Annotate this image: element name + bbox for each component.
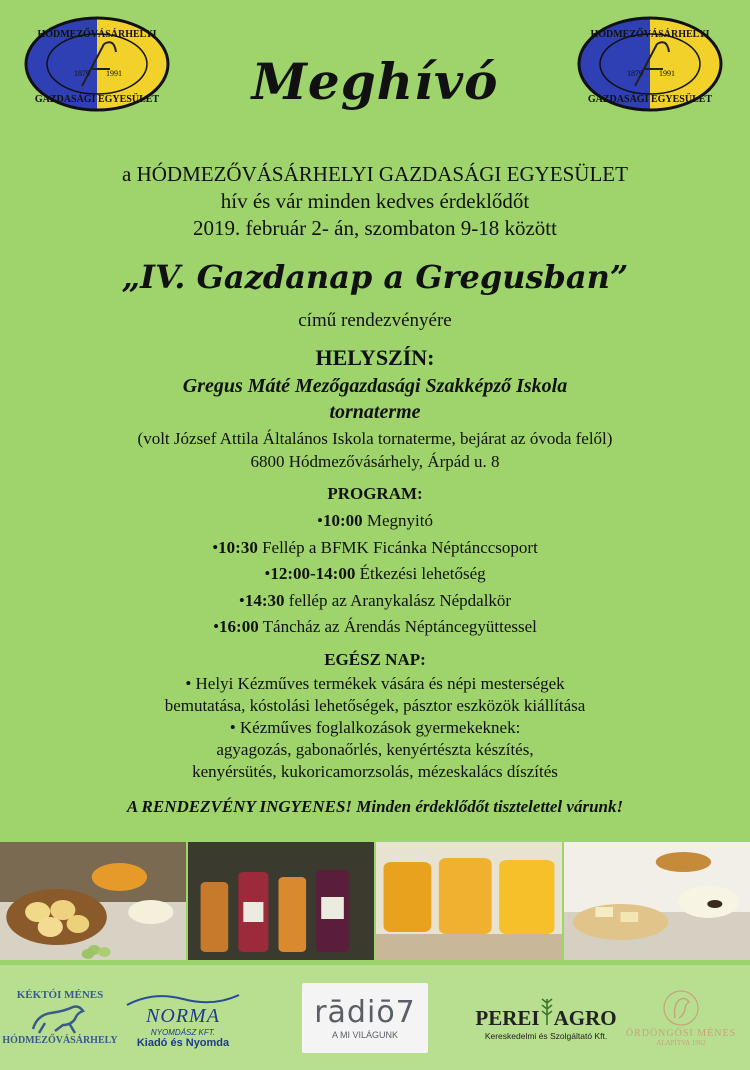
all-day-list <box>0 673 750 783</box>
free-entry-notice: A RENDEZVÉNY INGYENES! Minden érdeklődőt tisztelettel várunk! <box>126 797 624 816</box>
event-name: „IV. Gazdanap a Gregusban” <box>121 258 629 296</box>
logo-top-text: HÓDMEZŐVÁSÁRHELYI <box>590 29 710 40</box>
sponsor-perei-brand2: AGRO <box>553 1005 617 1030</box>
wheat-icon <box>540 995 554 1025</box>
cheese-photo <box>0 842 186 960</box>
logo-top-text: HÓDMEZŐVÁSÁRHELYI <box>37 29 157 40</box>
sponsor-kektoi-menes <box>2 965 118 1070</box>
date-line: 2019. február 2- án, szombaton 9-18 között <box>193 216 557 240</box>
cheese-platter-photo <box>564 842 750 960</box>
all-day-heading: EGÉSZ NAP: <box>324 650 426 669</box>
venue-name-line2: tornaterme <box>329 401 421 423</box>
sponsor-norma-sub2: Kiadó és Nyomda <box>136 1036 230 1049</box>
photo-strip <box>0 842 750 960</box>
poster-title: Meghívó <box>251 52 499 111</box>
venue-note: (volt József Attila Általános Iskola tornaterme, bejárat az óvoda felől) <box>137 429 613 448</box>
program-item: •14:30 fellép az Aranykalász Népdalkör <box>238 590 512 610</box>
horse-icon <box>25 1001 95 1035</box>
event-subtitle: című rendezvényére <box>298 310 452 331</box>
sponsor-norma-brand: NORMA <box>146 1004 220 1027</box>
bottled-drinks-photo <box>188 842 374 960</box>
sponsor-radio-brand: rādiō7 <box>314 995 416 1030</box>
sponsor-kektoi-line2: HÓDMEZŐVÁSÁRHELY <box>2 1035 118 1046</box>
all-day-line: • Kézműves foglalkozások gyermekeknek: <box>229 718 521 737</box>
program-heading: PROGRAM: <box>327 484 423 503</box>
venue-heading: HELYSZÍN: <box>315 345 435 370</box>
organizer-line: a HÓDMEZŐVÁSÁRHELYI GAZDASÁGI EGYESÜLET <box>122 162 628 186</box>
all-day-line: • Helyi Kézműves termékek vására és népi mesterségek <box>185 674 565 693</box>
program-item: •10:00 Megnyitó <box>317 511 433 530</box>
program-item: •12:00-14:00 Étkezési lehetőség <box>264 564 486 583</box>
logo-year-left: 1879 <box>74 69 90 78</box>
honey-jars-photo <box>376 842 562 960</box>
program-item: •10:30 Fellép a BFMK Ficánka Néptánccsoport <box>212 537 538 557</box>
invite-line: hív és vár minden kedves érdeklődőt <box>220 189 530 213</box>
sponsor-kektoi-line1: KÉKTÓI MÉNES <box>16 989 104 1001</box>
logo-year-left: 1879 <box>627 69 643 78</box>
logo-bottom-text: GAZDASÁGI EGYESÜLET <box>34 94 160 105</box>
sponsor-ordongosi-line2: ALAPÍTVA 1962 <box>656 1039 706 1047</box>
logo-year-right: 1991 <box>659 69 675 78</box>
venue-name-line1: Gregus Máté Mezőgazdasági Szakképző Iskola <box>182 375 568 397</box>
sponsor-ordongosi-menes <box>618 965 744 1070</box>
sponsor-perei-agro <box>476 965 616 1070</box>
sponsor-ordongosi-line1: ÖRDÖNGÖSI MÉNES <box>625 1028 737 1039</box>
sponsor-radio7 <box>300 965 430 1070</box>
sponsor-norma-sub1: NYOMDÁSZ KFT. <box>150 1027 216 1037</box>
all-day-line: agyagozás, gabonaőrlés, kenyértészta készítés, <box>216 740 534 759</box>
program-list <box>0 508 750 641</box>
sponsor-norma-nyomda <box>118 965 248 1070</box>
all-day-line: bemutatása, kóstolási lehetőségek, pásztor eszközök kiállítása <box>164 696 586 715</box>
sponsor-bar <box>0 965 750 1070</box>
program-item: •16:00 Táncház az Árendás Néptáncegyüttessel <box>213 617 537 636</box>
horse-head-icon <box>661 988 701 1028</box>
venue-address: 6800 Hódmezővásárhely, Árpád u. 8 <box>250 452 500 471</box>
logo-year-right: 1991 <box>106 69 122 78</box>
all-day-line: kenyérsütés, kukoricamorzsolás, mézeskalács díszítés <box>192 762 558 781</box>
sponsor-radio-tagline: A MI VILÁGUNK <box>331 1030 399 1040</box>
logo-bottom-text: GAZDASÁGI EGYESÜLET <box>587 94 713 105</box>
sponsor-perei-brand1: PEREI <box>475 1005 540 1030</box>
sponsor-perei-sub: Kereskedelmi és Szolgáltató Kft. <box>484 1030 608 1041</box>
